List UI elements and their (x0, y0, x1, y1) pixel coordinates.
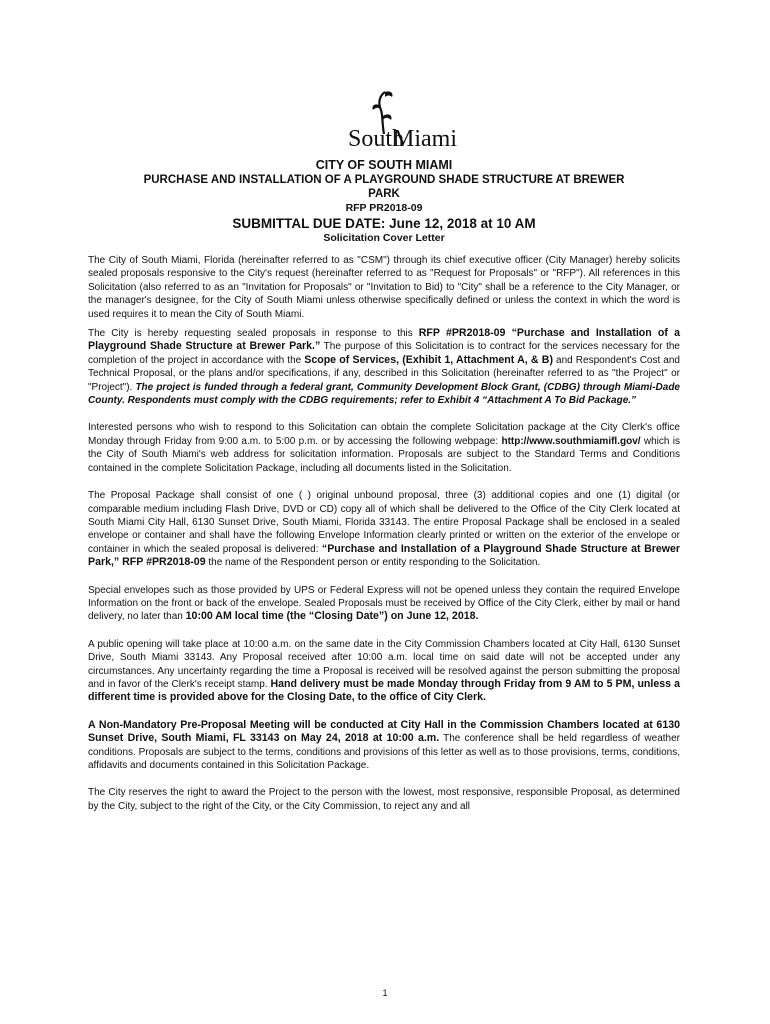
p2-text-1: The City is hereby requesting sealed proposals in response to this (88, 328, 419, 340)
logo-text-miami: Miami (393, 126, 457, 150)
document-page (88, 88, 680, 813)
p4-text-1: The Proposal Package shall consist of one ( ) original unbound proposal, three (3) additional copies and one (1) digital (or comparable medium including Flash Drive, DVD or CD) copy all of which shall be delivered to the Office of the City Clerk located at South Miami City Hall, 6130 Sunset Drive, South Miami, Florida 33143. The entire Proposal Package shall be enclosed in a sealed envelope or container and shall have the following Envelope Information clearly printed or written on the exterior of the envelope or container in which the sealed proposal is delivered: (88, 490, 680, 555)
paragraph-public-opening (88, 638, 680, 705)
rfp-number: RFP PR2018-09 (345, 202, 423, 214)
p2-funding-note: The project is funded through a federal grant, Community Development Block Grant, (CDBG) through Miami-Dade County. Respondents must comply with the CDBG requirements; refer to Exhibit 4 “Attachment A To Bid Package.” (88, 381, 680, 407)
p4-text-2: the name of the Respondent person or entity responding to the Solicitation. (205, 557, 541, 569)
p2-text-2: The purpose of this Solicitation is to contract for the services necessary for the completion of the project in accordance with the (88, 341, 680, 366)
project-title-line1: PURCHASE AND INSTALLATION OF A PLAYGROUND SHADE STRUCTURE AT BREWER (143, 174, 625, 186)
p4-envelope-label: “Purchase and Installation of a Playground Shade Structure at Brewer Park,” RFP #PR2018-09 (88, 542, 681, 569)
project-title-line2: PARK (368, 188, 400, 200)
submittal-due-date: SUBMITTAL DUE DATE: June 12, 2018 at 10 AM (232, 216, 536, 231)
cover-letter-heading: Solicitation Cover Letter (323, 232, 445, 244)
p2-text-3: and Respondent's Cost and Technical Proposal, or the plans and/or specifications, if any, described in this Solicitation (hereinafter referred to as "the Project" or "Project"). (88, 354, 680, 393)
south-miami-logo-graphic (299, 88, 469, 150)
p3-text-2: which is the City of South Miami's web address for solicitation information. Proposals are subject to the Standard Terms and Conditions contained in the complete Solicitation Package, including all documents listed in the Solicitation. (88, 435, 680, 474)
p7-text-1: The conference shall be held regardless of weather conditions. Proposals are subject to the terms, conditions and provisions of this letter as well as to those provisions, terms, conditions, affidavits and documents contained in this Solicitation Package. (88, 733, 680, 771)
paragraph-proposal-package (88, 489, 680, 569)
p2-rfp-title: RFP #PR2018-09 “Purchase and Installation of a Playground Shade Structure at Brewer Park.” (88, 327, 680, 353)
paragraph-special-envelopes (88, 584, 680, 624)
paragraph-award: The City reserves the right to award the Project to the person with the lowest, most responsive, responsible Proposal, as determined by the City, subject to the right of the City, or the City Commission, to reject any and all (88, 787, 680, 812)
paragraph-pre-proposal-meeting (88, 719, 680, 773)
logo-text-south: South (348, 126, 405, 150)
city-heading: CITY OF SOUTH MIAMI (315, 158, 453, 172)
south-miami-logo (88, 88, 680, 150)
city-website-link[interactable]: http://www.southmiamifl.gov/ (501, 435, 641, 447)
p5-text-1: Special envelopes such as those provided by UPS or Federal Express will not be opened unless they contain the required Envelope Information on the front or back of the envelope. Sealed Proposals must be received by Office of the City Clerk, either by mail or hand delivery, no later than (88, 584, 680, 623)
paragraph-request (88, 327, 680, 407)
p5-closing-date: 10:00 AM local time (the “Closing Date”) on June 12, 2018. (185, 610, 479, 623)
p6-hand-delivery-note: Hand delivery must be made Monday through Friday from 9 AM to 5 PM, unless a different time is provided above for the Closing Date, to the office of City Clerk. (88, 677, 680, 704)
document-header (88, 158, 680, 245)
p3-text-1: Interested persons who wish to respond to this Solicitation can obtain the complete Solicitation package at the City Clerk's office Monday through Friday from 9:00 a.m. to 5:00 p.m. or by accessing the following webpage: (88, 422, 680, 447)
paragraph-intro: The City of South Miami, Florida (hereinafter referred to as "CSM") through its chief executive officer (City Manager) hereby solicits sealed proposals responsive to the City's request (hereinafter referred to as "Request for Proposals" or "RFP"). All references in this Solicitation (also referred to as an "Invitation for Proposals" or "Invitation to Bid) to "City" shall be a reference to the City Manager, or the manager's designee, for the City of South Miami unless otherwise specifically defined or unless the context in which the word is used requires it to mean the City of South Miami. (88, 255, 680, 320)
p7-meeting-note: A Non-Mandatory Pre-Proposal Meeting will be conducted at City Hall in the Commission Chambers located at 6130 Sunset Drive, South Miami, FL 33143 on May 24, 2018 at 10:00 a.m. (88, 718, 680, 745)
page-number: 1 (382, 988, 388, 998)
p6-text-1: A public opening will take place at 10:00 a.m. on the same date in the City Commission Chambers located at City Hall, 6130 Sunset Drive, South Miami 33143. Any Proposal received after 10:00 a.m. local time on said date will not be accepted under any circumstances. Any uncertainty regarding the time a Proposal is received will be resolved against the person submitting the proposal and in favor of the Clerk's receipt stamp. (88, 638, 680, 690)
paragraph-obtain-package (88, 421, 680, 475)
p2-scope-of-services: Scope of Services, (Exhibit 1, Attachment A, & B) (304, 353, 553, 366)
